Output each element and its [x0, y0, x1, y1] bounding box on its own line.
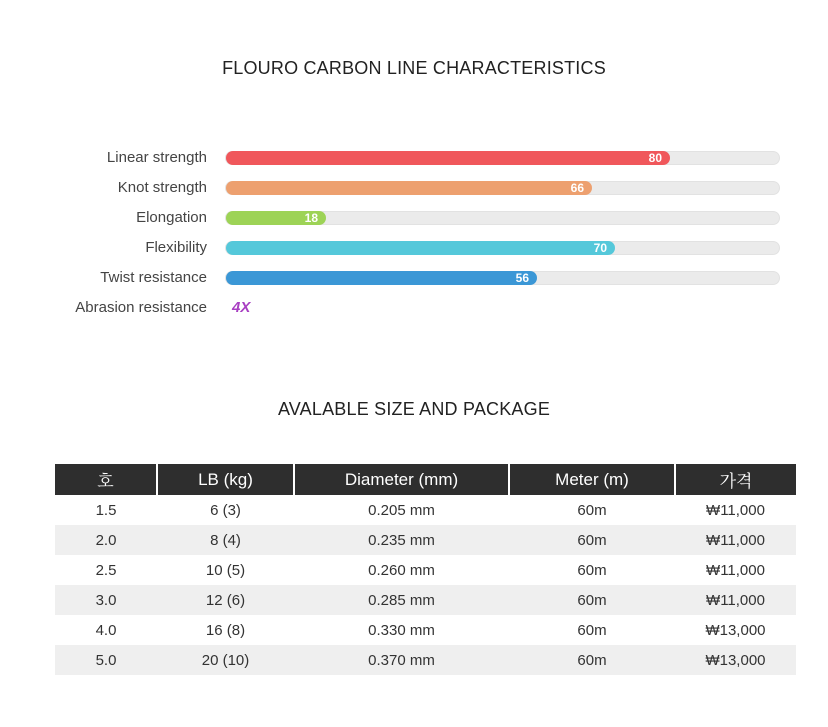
- table-cell: 60m: [577, 561, 607, 579]
- table-cell: 16 (8): [205, 621, 246, 639]
- column-header: Diameter (mm): [294, 464, 509, 495]
- bar-value-label: 70: [593, 241, 607, 255]
- table-cell: 60m: [509, 645, 675, 675]
- table-cell: ₩13,000: [705, 621, 766, 639]
- package-title: AVALABLE SIZE AND PACKAGE: [277, 399, 551, 419]
- chart-row: [0, 238, 828, 258]
- bar: [226, 271, 537, 285]
- bar-value-label: 56: [515, 271, 529, 285]
- bar-track: [225, 271, 780, 285]
- bar-label: Twist resistance: [100, 269, 207, 286]
- size-package-table: [55, 464, 796, 675]
- table-cell: 0.330 mm: [368, 621, 435, 639]
- bar-label: Flexibility: [145, 239, 207, 256]
- table-cell: 60m: [509, 525, 675, 555]
- chart-row: [0, 268, 828, 288]
- bar-label: Elongation: [136, 209, 207, 226]
- table-row: [55, 615, 796, 645]
- table-cell: 3.0: [55, 585, 157, 615]
- table-cell: 60m: [577, 501, 607, 519]
- table-cell: 0.260 mm: [368, 561, 435, 579]
- table-cell: 1.5: [95, 501, 117, 519]
- bar-label: Linear strength: [106, 149, 207, 166]
- bar: [226, 181, 592, 195]
- table-cell: 60m: [509, 585, 675, 615]
- bar-track: [225, 211, 780, 225]
- table-cell: ₩11,000: [706, 501, 765, 519]
- chart-row: [0, 178, 828, 198]
- bar-value-label: 66: [570, 181, 584, 195]
- bar: [226, 151, 670, 165]
- table-row: [55, 495, 796, 525]
- chart-row: [0, 148, 828, 168]
- chart-row: [0, 208, 828, 228]
- table-cell: 10 (5): [205, 561, 246, 579]
- column-header: 호: [55, 464, 157, 495]
- table-cell: 0.235 mm: [294, 525, 509, 555]
- table-cell: ₩11,000: [675, 585, 796, 615]
- bar: [226, 241, 615, 255]
- bar: [226, 211, 326, 225]
- table-cell: 0.370 mm: [294, 645, 509, 675]
- table-cell: ₩13,000: [675, 645, 796, 675]
- table-row: [55, 645, 796, 675]
- table-row: [55, 525, 796, 555]
- abrasion-row: [0, 298, 828, 318]
- characteristics-title: FLOURO CARBON LINE CHARACTERISTICS: [222, 58, 606, 78]
- table-header-row: [55, 464, 796, 495]
- table-cell: 12 (6): [157, 585, 294, 615]
- table-cell: 60m: [577, 621, 607, 639]
- table-cell: 0.205 mm: [368, 501, 435, 519]
- abrasion-label: Abrasion resistance: [75, 299, 207, 316]
- table-cell: ₩11,000: [706, 561, 765, 579]
- table-cell: 2.5: [95, 561, 117, 579]
- table-cell: 5.0: [55, 645, 157, 675]
- table-cell: 4.0: [95, 621, 117, 639]
- abrasion-value: 4X: [232, 299, 251, 316]
- bar-track: [225, 241, 780, 255]
- table-row: [55, 555, 796, 585]
- bar-value-label: 18: [304, 211, 318, 225]
- table-cell: 2.0: [55, 525, 157, 555]
- table-cell: 0.285 mm: [294, 585, 509, 615]
- table-cell: 8 (4): [157, 525, 294, 555]
- table-row: [55, 585, 796, 615]
- table-cell: ₩11,000: [675, 525, 796, 555]
- bar-track: [225, 181, 780, 195]
- table-cell: 6 (3): [210, 501, 241, 519]
- bar-label: Knot strength: [117, 179, 207, 196]
- table-cell: 20 (10): [157, 645, 294, 675]
- column-header: Meter (m): [509, 464, 675, 495]
- column-header: 가격: [675, 464, 796, 495]
- bar-value-label: 80: [648, 151, 662, 165]
- column-header: LB (kg): [157, 464, 294, 495]
- bar-track: [225, 151, 780, 165]
